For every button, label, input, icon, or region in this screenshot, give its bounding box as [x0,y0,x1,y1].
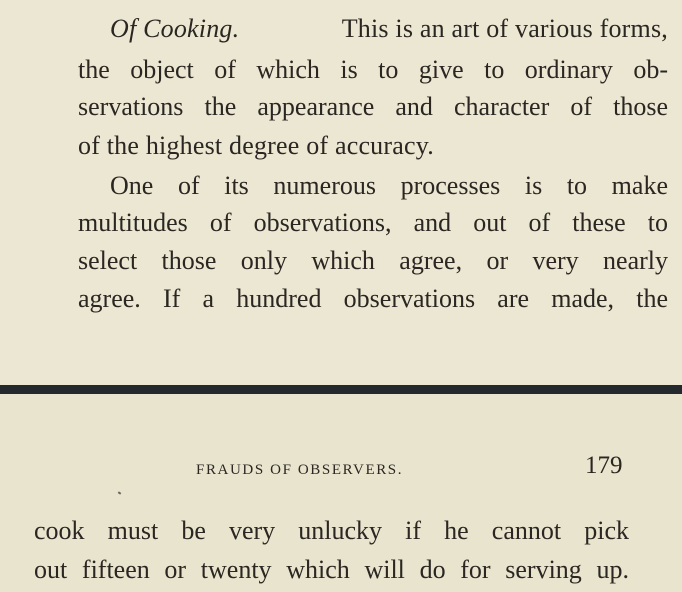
lower-page-line-1: cook must be very unlucky if he cannot pick [34,516,629,545]
paragraph-2-line-4: agree. If a hundred observations are made, the [78,284,668,313]
page-number: 179 [585,452,623,479]
page-gutter-divider [0,385,682,394]
lower-page-line-2: out fifteen or twenty which will do for serving up. [34,555,629,584]
paragraph-1-line-1-text: This is an art of various forms, [341,14,668,43]
paragraph-1-line-2: the object of which is to give to ordinary ob- [78,55,668,84]
paragraph-1-line-3: servations the appearance and character of those [78,92,668,121]
running-head: FRAUDS OF OBSERVERS. [196,462,404,478]
paragraph-2-line-2: multitudes of observations, and out of these to [78,208,668,237]
paragraph-1-line-1 [110,14,668,44]
paragraph-2-line-1: One of its numerous processes is to make [110,171,668,200]
paragraph-1-line-4: of the highest degree of accuracy. [78,131,434,160]
paragraph-2-line-3: select those only which agree, or very nearly [78,246,668,275]
section-heading: Of Cooking. [110,14,240,43]
